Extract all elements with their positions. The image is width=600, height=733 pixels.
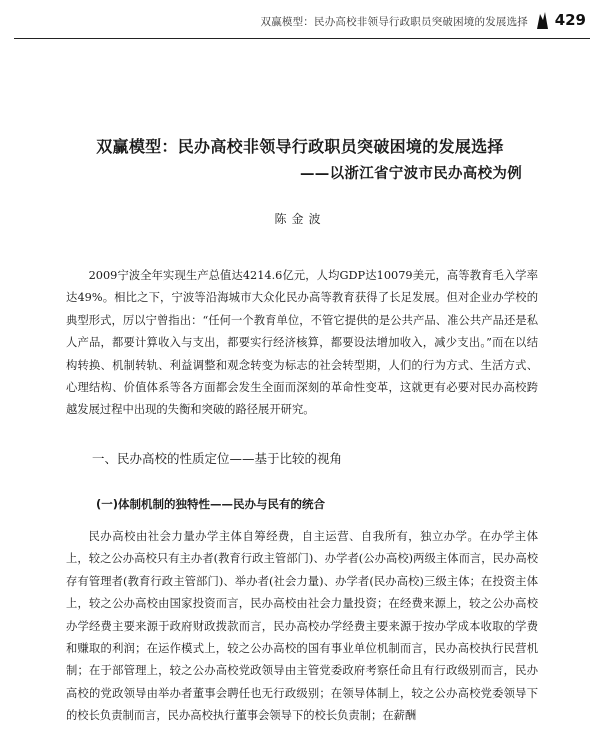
header-divider (14, 38, 590, 39)
running-title: 双赢模型：民办高校非领导行政职员突破困境的发展选择 (260, 16, 528, 28)
subsection-heading: (一)体制机制的独特性——民办与民有的统合 (96, 497, 326, 511)
page-number: 429 (554, 11, 586, 29)
article-subtitle: ——以浙江省宁波市民办高校为例 (300, 166, 522, 182)
page-marker-icon (534, 10, 550, 30)
body-paragraph-1: 2009宁波全年实现生产总值达4214.6亿元，人均GDP达10079美元，高等教育毛入学率达49%。相比之下，宁波等沿海城市大众化民办高等教育获得了长足发展。但对企业办学校的典型形式，厉以宁曾指出：“任何一个教育单位，不管它提供的是公共产品、准公共产品还是私人产品，都要计算收入与支出，都要实行经济核算，都要设法增加收入，减少支出。”而在以结构转换、机制转轨、利益调整和观念转变为标志的社会转型期，人们的行为方式、生活方式、心理结构、价值体系等各方面都会发生全面而深刻的革命性变革，这就更有必要对民办高校跨越发展过程中出现的失衡和突破的路径展开研究。 (66, 269, 538, 417)
section-heading: 一、民办高校的性质定位——基于比较的视角 (92, 451, 343, 466)
author-name: 陈金波 (274, 212, 326, 226)
article-title: 双赢模型：民办高校非领导行政职员突破困境的发展选择 (96, 137, 504, 156)
running-header (0, 0, 600, 44)
body-paragraph-2: 民办高校由社会力量办学主体自筹经费，自主运营、自我所有，独立办学。在办学主体上，较之公办高校只有主办者(教育行政主管部门)、办学者(公办高校)两级主体而言，民办高校存有管理者(教育行政主管部门)、举办者(社会力量)、办学者(民办高校)三级主体；在投资主体上，较之公办高校由国家投资而言，民办高校由社会力量投资；在经费来源上，较之公办高校办学经费主要来源于政府财政拨款而言，民办高校办学经费主要来源于按办学成本收取的学费和赚取的利润；在运作模式上，较之公办高校的国有事业单位机制而言，民办高校执行民营机制；在于部管理上，较之公办高校党政领导由主管党委政府考察任命且有行政级别而言，民办高校的党政领导由举办者董事会聘任也无行政级别；在领导体制上，较之公办高校党委领导下的校长负责制而言，民办高校执行董事会领导下的校长负责制；在薪酬 (66, 530, 538, 723)
